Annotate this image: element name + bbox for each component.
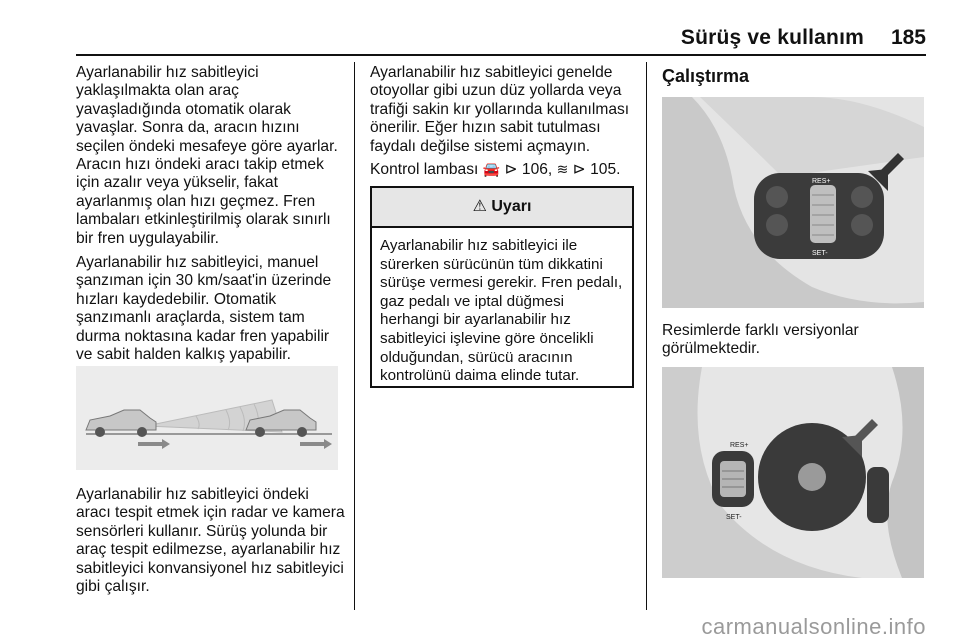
page-number: 185: [890, 26, 926, 49]
paragraph: Ayarlanabilir hız sabitleyici, manuel şanzıman için 30 km/saat'in üzerinde hızları kaydedebilir. Otomatik şanzımanlı araçlarda, sistem tam durma noktasına kadar fren yapabilir ve sabit halden kalkış yapabilir.: [76, 254, 332, 364]
set-label: SET-: [726, 514, 742, 521]
set-label: SET-: [812, 250, 828, 257]
header-title: Sürüş ve kullanım: [680, 26, 864, 49]
column-divider: [646, 62, 647, 610]
page-header: [76, 26, 926, 56]
warning-triangle-icon: ⚠: [472, 198, 487, 215]
radar-illustration-svg: [76, 366, 338, 470]
page-ref: 106,: [521, 161, 553, 178]
paragraph: Ayarlanabilir hız sabitleyici genelde otoyollar gibi uzun düz yollarda veya trafiği sakin kır yollarında kullanılması önerilir. Eğer hızın sabit tutulması faydalı değilse sistemi açmayın.: [370, 64, 630, 155]
page-ref-icon: ⊳: [504, 161, 518, 178]
paragraph: Ayarlanabilir hız sabitleyici yaklaşılmakta olan araç yavaşladığında otomatik olarak yavaşlar. Sonra da, aracın hızını seçilen öndeki mesafeye göre ayarlar. Aracın hızı öndeki aracı takip etmek için azalır veya yükselir, fakat ayarlanmış olan hızı geçmez. Fren lambaları etkinleştirilmiş olarak sınırlı bir fren uygulayabilir.: [76, 64, 338, 247]
radar-illustration: [76, 366, 338, 470]
watermark: carmanualsonline.info: [701, 614, 926, 639]
warning-header: [372, 188, 632, 228]
control-lamp-label: Kontrol lambası: [370, 161, 479, 178]
paragraph: Ayarlanabilir hız sabitleyici öndeki aracı tespit etmek için radar ve kamera sensörleri kullanır. Sürüş yolunda bir araç tespit edilmezse, ayarlanabilir hız sabitleyici konvansiyonel hız sabitleyici gibi çalışır.: [76, 486, 345, 596]
warning-title: Uyarı: [491, 198, 532, 215]
control-lamp-line: [370, 160, 640, 179]
res-label: RES+: [812, 178, 831, 185]
res-label: RES+: [730, 442, 749, 449]
steering-wheel-illustration-1: [662, 97, 924, 308]
steering-wheel-svg-1: [662, 97, 924, 308]
section-title: Çalıştırma: [662, 66, 750, 86]
car-front-icon: 🚘: [482, 161, 501, 177]
page-ref-icon: ⊳: [572, 161, 586, 178]
steering-wheel-svg-2: [662, 367, 924, 578]
page-ref: 105.: [590, 161, 621, 178]
figure-caption: Resimlerde farklı versiyonlar görülmektedir.: [662, 322, 859, 358]
steering-wheel-illustration-2: [662, 367, 924, 578]
acc-lamp-icon: ≋: [556, 161, 569, 177]
column-divider: [354, 62, 355, 610]
warning-body: Ayarlanabilir hız sabitleyici ile sürerken sürücünün tüm dikkatini sürüşe vermesi gerekir. Fren pedalı, gaz pedalı ve iptal düğmesi herhangi bir ayarlanabilir hız sabitleyici işlevine göre öncelikli olduğundan, sürücü aracının kontrolünü daima elinde tutar.: [380, 237, 623, 385]
warning-box: [370, 186, 634, 388]
